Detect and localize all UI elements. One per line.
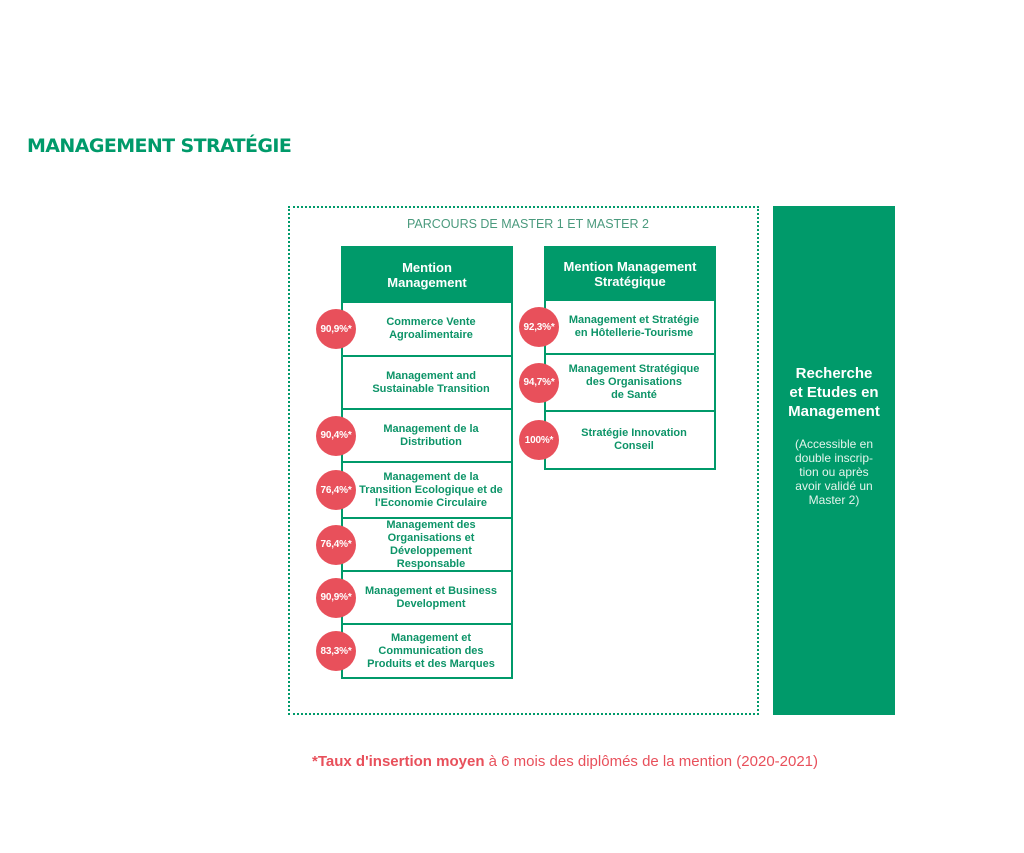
program-item — [320, 303, 511, 357]
column-mention-management-strategique — [523, 246, 716, 470]
program-label: Management Stratégique des Organisations de Santé — [568, 363, 700, 401]
program-item — [320, 625, 511, 677]
insertion-rate-badge: 90,9%* — [316, 578, 356, 618]
program-label: Management de la Transition Ecologique et de l'Economie Circulaire — [359, 470, 503, 509]
program-item — [320, 463, 511, 519]
insertion-rate-badge: 76,4%* — [316, 525, 356, 565]
insertion-rate-badge: 83,3%* — [316, 631, 356, 671]
column-items — [523, 301, 716, 470]
insertion-rate-badge: 76,4%* — [316, 470, 356, 510]
insertion-rate-badge: 92,3%* — [519, 307, 559, 347]
program-label: Stratégie Innovation Conseil — [581, 427, 687, 452]
program-item — [320, 572, 511, 625]
program-label: Commerce Vente Agroalimentaire — [386, 316, 476, 341]
program-item — [523, 355, 714, 412]
footnote-strong: *Taux d'insertion moyen — [312, 753, 485, 770]
insertion-rate-badge: 90,9%* — [316, 309, 356, 349]
research-title: Recherche et Etudes en Management — [788, 365, 880, 420]
footnote-rest: à 6 mois des diplômés de la mention (2020-2021) — [484, 753, 819, 770]
insertion-rate-badge: 94,7%* — [519, 363, 559, 403]
page-title: MANAGEMENT STRATÉGIE — [27, 135, 292, 157]
program-label: Management and Sustainable Transition — [372, 369, 490, 395]
program-item — [524, 412, 714, 468]
research-panel — [773, 206, 895, 715]
column-items — [320, 303, 513, 679]
insertion-rate-badge: 90,4%* — [316, 416, 356, 456]
insertion-rate-badge: 100%* — [519, 420, 559, 460]
column-mention-management — [320, 246, 513, 679]
program-label: Management et Communication des Produits et des Marques — [367, 631, 495, 670]
program-label: Management des Organisations et Développement Responsable — [386, 518, 476, 570]
research-note: (Accessible en double inscrip- tion ou après avoir validé un Master 2) — [794, 437, 874, 507]
program-item — [343, 357, 511, 410]
master-caption: PARCOURS DE MASTER 1 ET MASTER 2 — [407, 217, 649, 231]
footnote — [312, 753, 818, 770]
program-item — [320, 518, 511, 572]
column-title: Mention Management Stratégique — [563, 258, 697, 289]
column-header — [544, 246, 716, 301]
program-label: Management de la Distribution — [383, 422, 479, 448]
column-header — [341, 246, 513, 303]
program-label: Management et Business Development — [364, 584, 498, 610]
program-label: Management et Stratégie en Hôtellerie-Tourisme — [568, 314, 700, 339]
column-title: Mention Management — [387, 259, 467, 290]
program-item — [523, 301, 714, 355]
program-item — [320, 410, 511, 463]
